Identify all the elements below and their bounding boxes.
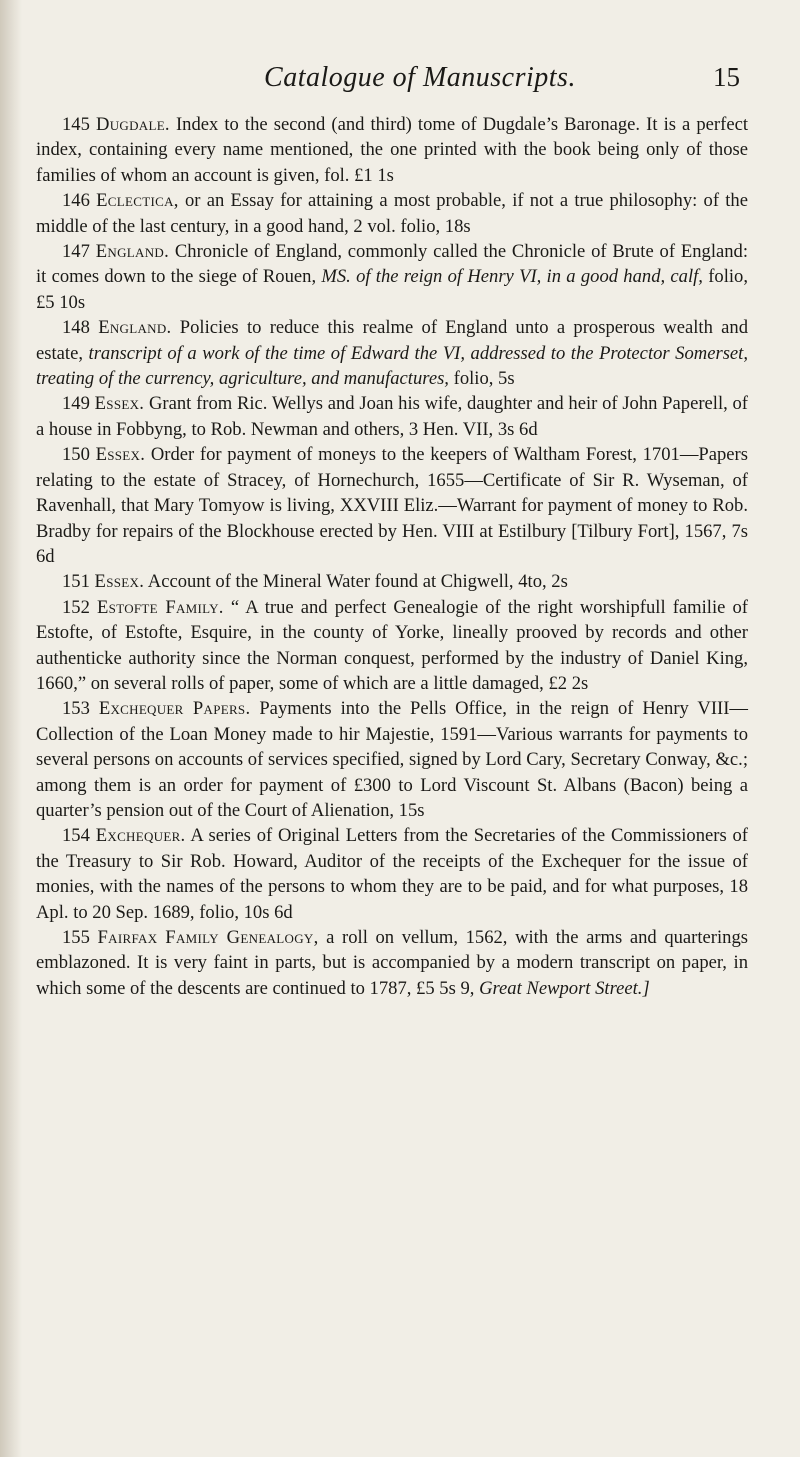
entry-text: A series of Original Letters from the Secretaries of the Commissioners of the Treasury to Sir Rob. Howard, Auditor of the receipts of the Exchequer for the issue of monies, with the names of the persons to whom they are to be paid, and for what purposes, 18 Apl. to 20 Sep. 1689, folio, 10s 6d (36, 825, 748, 923)
catalogue-entry (36, 569, 748, 594)
entry-heading: Exchequer. (95, 825, 186, 847)
entry-number: 152 (62, 596, 90, 618)
catalogue-entry (36, 112, 748, 188)
entry-address-street: Great Newport Street.] (479, 977, 650, 999)
catalogue-entry (36, 188, 748, 239)
entry-text: Chronicle of England, commonly called the Chronicle of Brute of England: it comes down to the siege of Rouen, (36, 241, 749, 288)
entries-list (36, 112, 748, 1001)
entry-heading: Essex. (94, 571, 145, 593)
entry-text: “ A true and perfect Genealogie of the right worshipfull familie of Estofte, of Estofte, Esquire, in the county of Yorke, lineally prooved by records and other authenticke authority since the Norman conquest, performed by the industry of Daniel King, 1660,” on several rolls of paper, some of which are a little damaged, £2 2s (36, 596, 748, 694)
catalogue-entry (36, 442, 748, 569)
catalogue-entry (36, 696, 748, 823)
entry-heading: Eclectica, (96, 190, 179, 212)
binding-shadow (0, 0, 22, 1457)
page-title: Catalogue of Manuscripts. (264, 62, 576, 93)
entry-number: 154 (62, 825, 90, 847)
entry-number: 151 (62, 571, 90, 593)
entry-number: 148 (62, 317, 90, 339)
entry-text: Policies to reduce this realme of England unto a prosperous wealth and estate, (36, 317, 748, 364)
entry-heading: Essex. (94, 393, 145, 415)
entry-italic-text: transcript of a work of the time of Edward the VI, addressed to the Protector Somerset, treating of the currency, agriculture, and manufactures, (36, 342, 748, 390)
catalogue-entry (36, 823, 748, 925)
entry-heading: Estofte Family. (97, 596, 224, 618)
entry-address-number: 9, (460, 977, 475, 999)
entry-number: 145 (62, 114, 90, 135)
catalogue-entry (36, 595, 748, 697)
entry-heading: Dugdale. (95, 114, 170, 135)
catalogue-entry (36, 239, 748, 315)
entry-text: or an Essay for attaining a most probable, if not a true philosophy: of the middle of the last century, in a good hand, 2 vol. folio, 18s (36, 190, 748, 237)
entry-number: 147 (62, 241, 90, 263)
page-number: 15 (713, 62, 740, 92)
catalogue-entry (36, 315, 748, 391)
entry-heading: Exchequer Papers. (98, 698, 251, 720)
entry-text: Account of the Mineral Water found at Chigwell, 4to, 2s (147, 571, 568, 593)
running-header (100, 62, 740, 102)
entry-italic-text: MS. of the reign of Henry VI, in a good hand, calf, (321, 266, 703, 288)
entry-heading: England. (98, 317, 172, 339)
entry-number: 146 (62, 190, 90, 212)
entry-heading: Essex. (95, 444, 146, 466)
entry-number: 155 (62, 927, 90, 948)
entry-text: Index to the second (and third) tome of Dugdale’s Baronage. It is a perfect index, containing every name mentioned, the one printed with the book being only of those families of whom an account is given, fol. £1 1s (36, 114, 748, 186)
entry-text: Order for payment of moneys to the keepers of Waltham Forest, 1701—Papers relating to the estate of Stracey, of Hornechurch, 1655—Certificate of Sir R. Wyseman, of Ravenhall, that Mary Tomyow is living, XXVIII Eliz.—Warrant for payment of money to Rob. Bradby for repairs of the Blockhouse erected by Hen. VIII at Estilbury [Tilbury Fort], 1567, 7s 6d (36, 444, 748, 567)
entry-text: Grant from Ric. Wellys and Joan his wife, daughter and heir of John Paperell, of a house in Fobbyng, to Rob. Newman and others, 3 Hen. VII, 3s 6d (36, 393, 748, 440)
catalogue-entry (36, 925, 748, 1001)
entry-price: folio, £5 10s (36, 266, 748, 313)
entry-text: a roll on vellum, 1562, with the arms and quarterings emblazoned. It is very faint in parts, but is accompanied by a modern transcript on paper, in which some of the descents are continued to 1787, £5 5s (36, 927, 748, 999)
entry-heading: England. (95, 241, 170, 263)
catalogue-entry (36, 391, 748, 442)
entry-text: Payments into the Pells Office, in the reign of Henry VIII—Collection of the Loan Money made to hir Majestie, 1591—Various warrants for payments to several persons on accounts of services specified, signed by Lord Cary, Secretary Conway, &c.; among them is an order for payment of £300 to Lord Viscount St. Albans (Bacon) being a quarter’s pension out of the Court of Alienation, 15s (36, 698, 748, 821)
entry-heading: Fairfax Family Genealogy, (97, 927, 319, 948)
entry-number: 150 (62, 444, 90, 466)
entry-price: folio, 5s (453, 368, 515, 390)
entry-number: 149 (62, 393, 90, 415)
entry-number: 153 (62, 698, 90, 720)
